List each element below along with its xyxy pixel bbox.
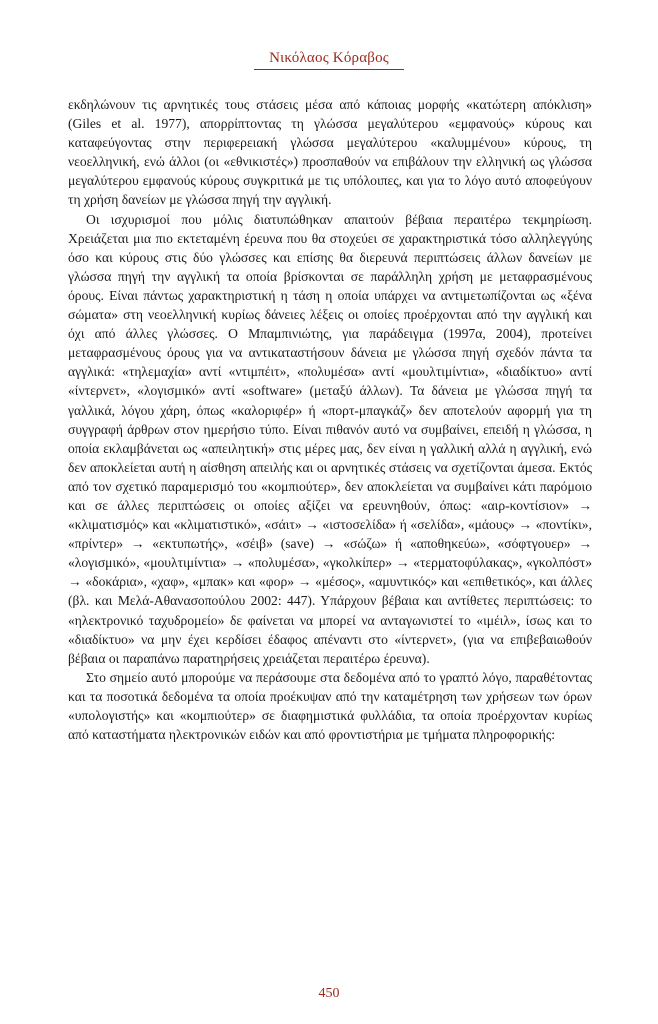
paragraph-continued: εκδηλώνουν τις αρνητικές τους στάσεις μέσα από κάποιας μορφής «κατώτερη απόκλιση» (Giles et al. 1977), απορρίπτοντας τη γλώσσα μεγαλύτερου «εμφανούς» κύρους και καταφεύγοντας στην περιφερειακή γλώσσα μεγαλύτερου «καλυμμένου» κύρους, τη νεοελληνική, ενώ άλλοι (οι «εθνικιστές») προσπαθούν να επιβάλουν την ελληνική ως γλώσσα μεγαλύτερου εμφανούς κύρους συγκριτικά με τις υπόλοιπες, και για το λόγο αυτό αποφεύγουν τη χρήση δανείων με γλώσσα πηγή την αγγλική. (68, 97, 592, 208)
running-title: Νικόλαος Κόραβος (269, 50, 389, 66)
header-underline (254, 69, 404, 70)
paragraph: Οι ισχυρισμοί που μόλις διατυπώθηκαν απαιτούν βέβαια περαιτέρω τεκμηρίωση. Χρειάζεται μια πιο εκτεταμένη έρευνα που θα στοχεύει σε χαρακτηριστικά τόσο αλληλεγγύης όσο και κύρους στις δύο γλώσσες και επίσης θα διερευνά περιπτώσεις άλλων δανείων με γλώσσα πηγή την αγγλική τα οποία βρίσκονται σε παράλληλη χρήση με μεταφρασμένους όρους. Είναι πάντως χαρακτηριστική η τάση η οποία υπάρχει να αντιμετωπίζονται ως «ξένα σώματα» στη νεοελληνική κυρίως δάνειες λέξεις οι οποίες προέρχονται από την αγγλική και όχι από άλλες γλώσσες. Ο Μπαμπινιώτης, για παράδειγμα (1997α, 2004), προτείνει μεταφρασμένους όρους για να αντικαταστήσουν δάνεια με γλώσσα πηγή σχεδόν πάντα τα αγγλικά: «τηλεμαχία» αντί «ντιμπέιτ», «πολυμέσα» αντί «μουλτιμίντια», «διαδίκτυο» αντί «ίντερνετ», «λογισμικό» αντί «software» (μεταξύ άλλων). Τα δάνεια με γλώσσα πηγή τα γαλλικά, λόγου χάρη, όπως «καλοριφέρ» ή «πορτ-μπαγκάζ» δεν αποτελούν αφορμή για τη συγγραφή άρθρων στον ημερήσιο τύπο. Είναι πιθανόν αυτό να συμβαίνει, επειδή η γλώσσα, η οποία εκλαμβάνεται ως «απειλητική» στις μέρες μας, δεν είναι η γαλλική αλλά η αγγλική, ενώ δεν αποκλείεται αυτή η αίσθηση απειλής και οι αρνητικές στάσεις να σχετίζονται άμεσα. Εκτός από τον σχετικό παραμερισμό του «κομπιούτερ», δεν αποκλείεται να συμβαίνει κάτι παρόμοιο και σε άλλες περιπτώσεις οι οποίες αξίζει να ερευνηθούν, όπως: «αιρ-κοντίσιον» → «κλιματισμός» και «κλιματιστικό», «σάιτ» → «ιστοσελίδα» ή «σελίδα», «μάους» → «ποντίκι», «πρίντερ» → «εκτυπωτής», «σέιβ» (save) → «σώζω» ή «αποθηκεύω», «σόφτγουερ» → «λογισμικό», «μουλτιμίντια» → «πολυμέσα», «γκολκίπερ» → «τερματοφύλακας», «γκολπόστ» → «δοκάρια», «χαφ», «μπακ» και «φορ» → «μέσος», «αμυντικός» και «επιθετικός», και άλλες (βλ. και Μελά-Αθανασοπούλου 2002: 447). Υπάρχουν βέβαια και αντίθετες περιπτώσεις: το «ηλεκτρονικό ταχυδρομείο» δε φαίνεται να μπορεί να ανταγωνιστεί το «ιμέιλ», ίσως και το «διαδίκτυο» να μην έχει κερδίσει έδαφος απέναντι στο «ίντερνετ», (για να επιβεβαιωθούν βέβαια οι παραπάνω παρατηρήσεις χρειάζεται περαιτέρω έρευνα). (68, 211, 592, 666)
body-text (68, 95, 592, 744)
running-header (0, 50, 658, 70)
page-number: 450 (318, 986, 340, 1001)
paragraph: Στο σημείο αυτό μπορούμε να περάσουμε στα δεδομένα από το γραπτό λόγο, παραθέτοντας και τα ποσοτικά δεδομένα τα οποία προέκυψαν από την καταμέτρηση των χρήσεων των όρων «υπολογιστής» και «κομπιούτερ» σε διαφημιστικά φυλλάδια, τα οποία προέρχονταν κυρίως από καταστήματα ηλεκτρονικών ειδών και από φροντιστήρια με τμήματα πληροφορικής: (68, 669, 592, 743)
